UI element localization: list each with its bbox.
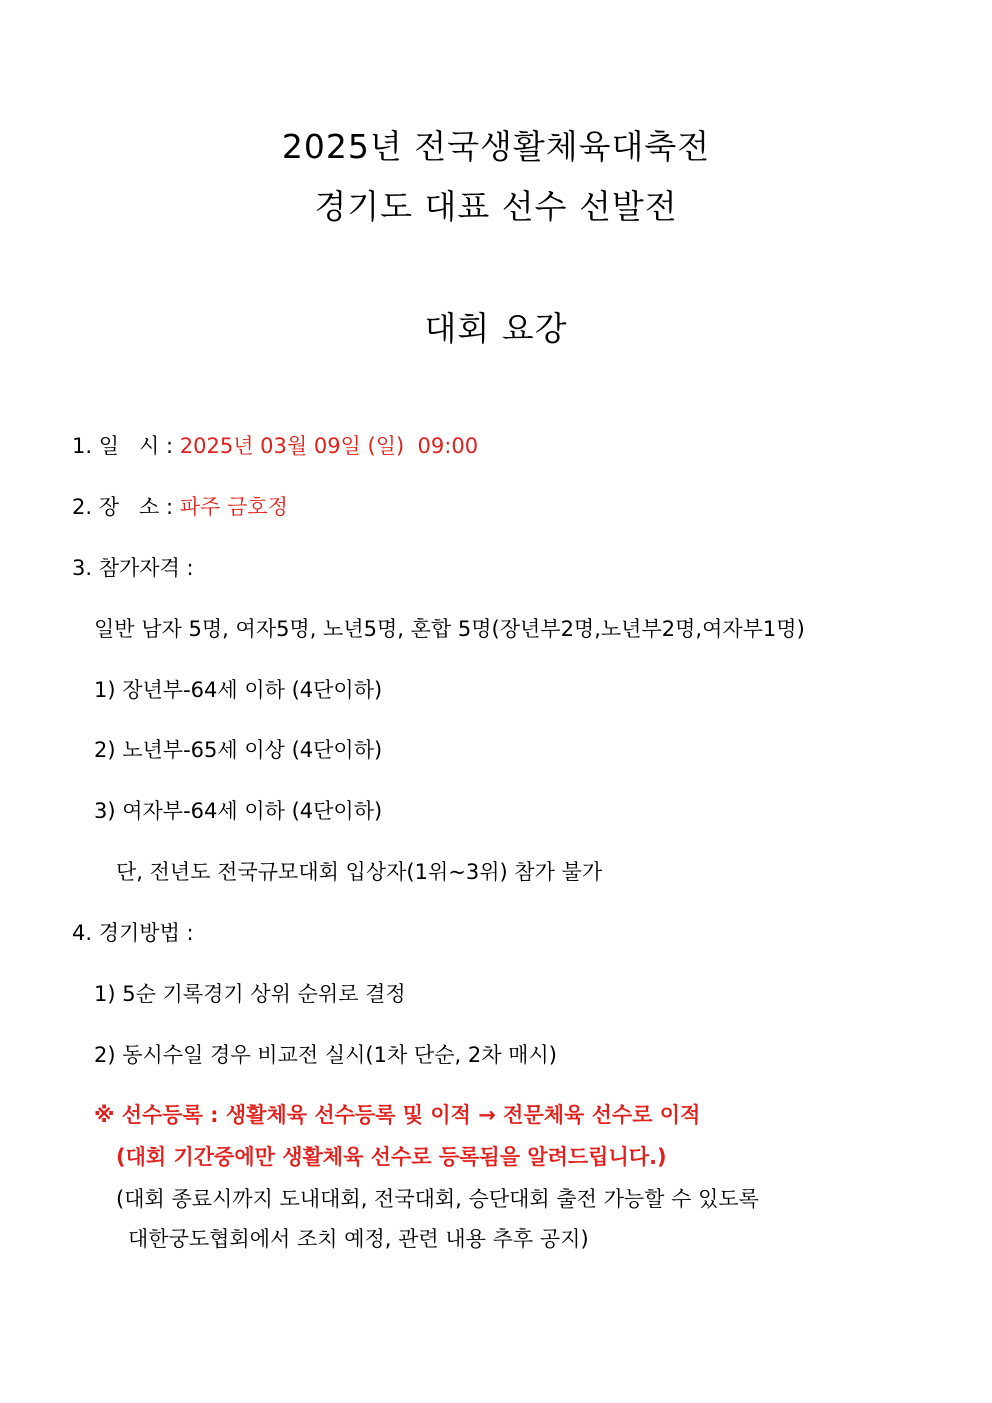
method-rule-1: 1) 5순 기록경기 상위 순위로 결정 bbox=[94, 982, 406, 1006]
eligibility-summary: 일반 남자 5명, 여자5명, 노년5명, 혼합 5명(장년부2명,노년부2명,여자부1명) bbox=[94, 617, 805, 641]
eligibility-label: 3. 참가자격 : bbox=[72, 556, 194, 580]
eligibility-note: 단, 전년도 전국규모대회 입상자(1위~3위) 참가 불가 bbox=[116, 860, 603, 884]
registration-notice: ※ 선수등록 : 생활체육 선수등록 및 이적 → 전문체육 선수로 이적 bbox=[94, 1103, 701, 1127]
date-label: 1. 일 시 : bbox=[72, 434, 180, 458]
method-label: 4. 경기방법 : bbox=[72, 921, 194, 945]
registration-notice-2: (대회 기간중에만 생활체육 선수로 등록됨을 알려드립니다.) bbox=[116, 1145, 667, 1169]
place-value: 파주 금호정 bbox=[179, 495, 288, 519]
eligibility-rule-1: 1) 장년부-64세 이하 (4단이하) bbox=[94, 678, 383, 702]
date-item bbox=[72, 436, 478, 457]
eligibility-rule-2: 2) 노년부-65세 이상 (4단이하) bbox=[94, 738, 383, 762]
place-item bbox=[72, 497, 288, 518]
method-rule-2: 2) 동시수일 경우 비교전 실시(1차 단순, 2차 매시) bbox=[94, 1043, 557, 1067]
place-label: 2. 장 소 : bbox=[72, 495, 180, 519]
registration-detail-1: (대회 종료시까지 도내대회, 전국대회, 승단대회 출전 가능할 수 있도록 bbox=[116, 1187, 759, 1211]
registration-detail-2: 대한궁도협회에서 조치 예정, 관련 내용 추후 공지) bbox=[128, 1227, 589, 1251]
title-line-2: 경기도 대표 선수 선발전 bbox=[314, 187, 678, 226]
eligibility-rule-3: 3) 여자부-64세 이하 (4단이하) bbox=[94, 799, 383, 823]
date-value: 2025년 03월 09일 (일) 09:00 bbox=[179, 434, 479, 458]
subtitle: 대회 요강 bbox=[424, 309, 568, 348]
title-line-1: 2025년 전국생활체육대축전 bbox=[281, 127, 711, 166]
